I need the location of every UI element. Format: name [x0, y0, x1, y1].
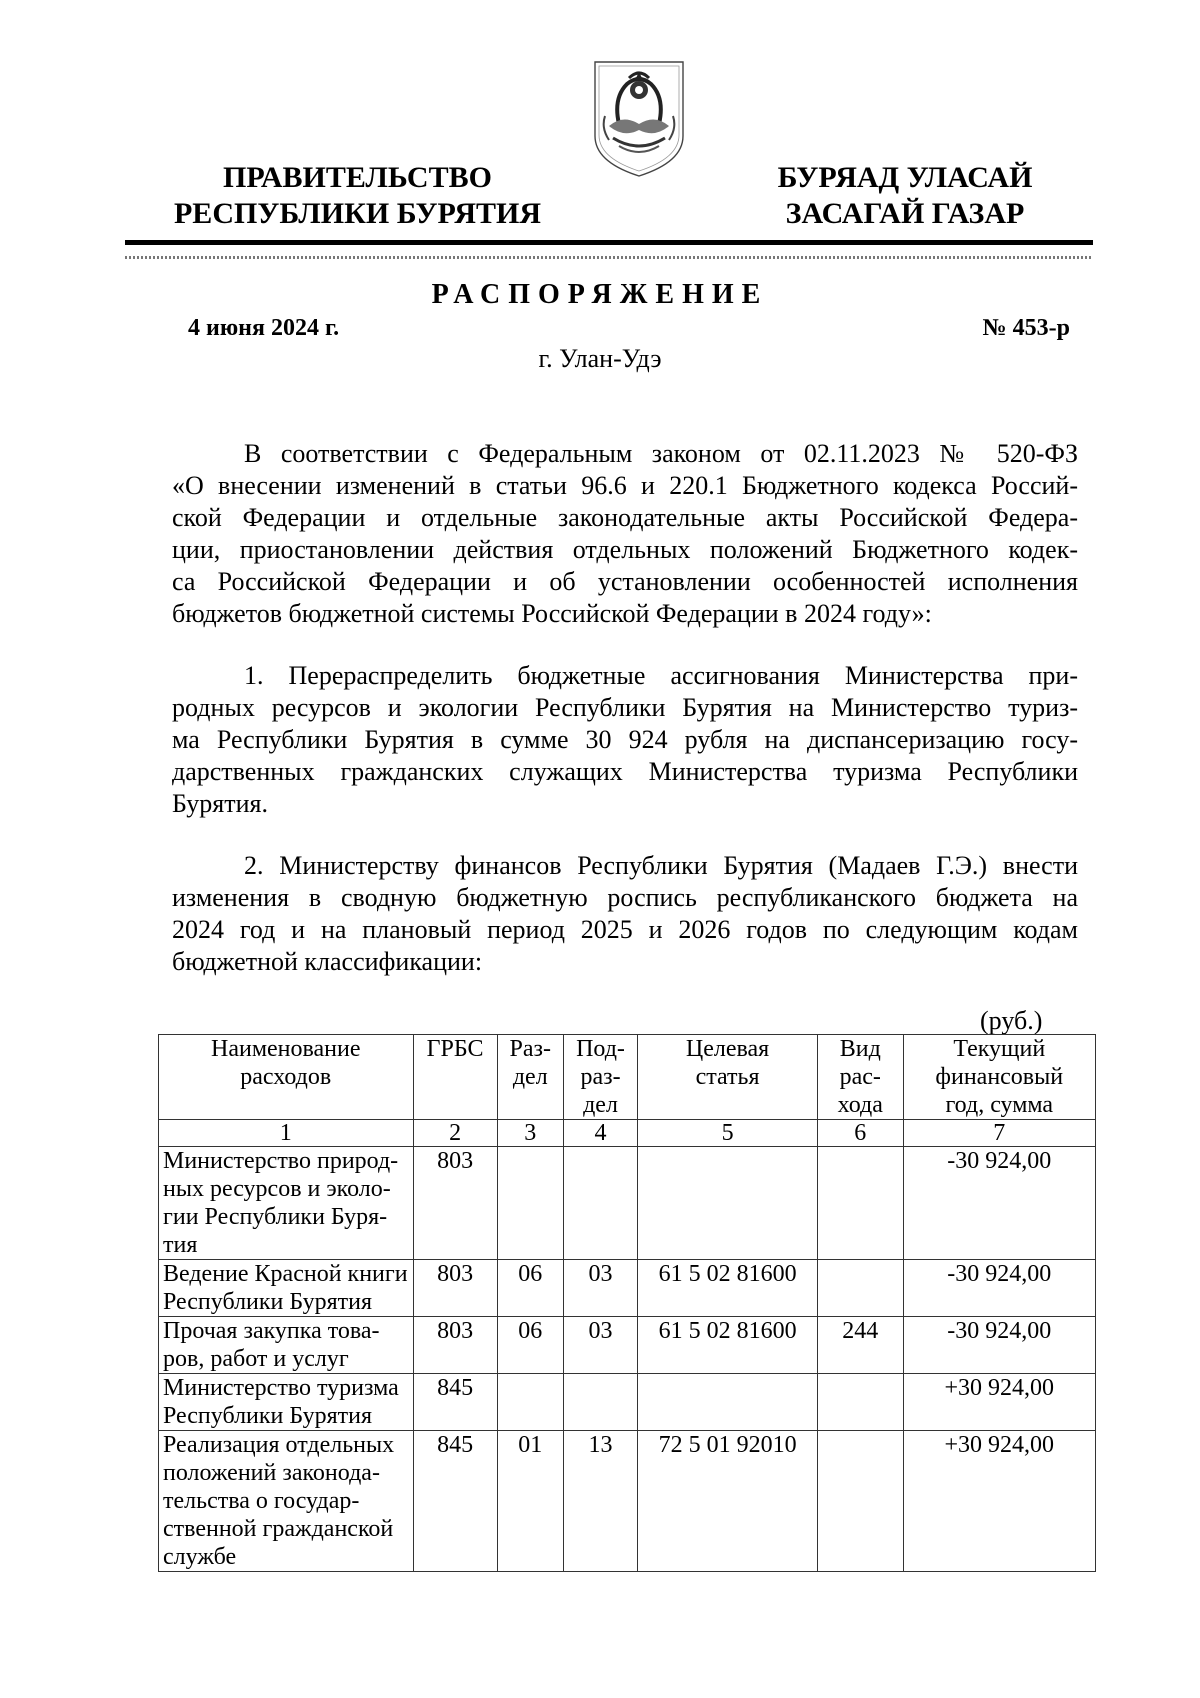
intro-paragraph: [172, 438, 1078, 630]
cell-text: ных ресурсов и эколо-: [163, 1176, 391, 1202]
government-name-bua: [755, 160, 1055, 232]
text-line: «О внесении изменений в статьи 96.6 и 220.1 Бюджетного кодекса Россий-: [172, 471, 1078, 500]
cell-text: Республики Бурятия: [163, 1403, 372, 1429]
text-line: родных ресурсов и экологии Республики Бурятия на Министерство туриз-: [172, 693, 1078, 722]
text-line: ции, приостановлении действия отдельных положений Бюджетного кодек-: [172, 535, 1078, 564]
header-grbs: [413, 1035, 497, 1120]
text-line: бюджетной классификации:: [172, 947, 483, 976]
cell-grbs: 803: [413, 1317, 497, 1374]
text-line: 1. Перераспределить бюджетные ассигнования Министерства при-: [244, 661, 1078, 690]
coat-of-arms-icon: [589, 54, 689, 180]
header-name: [159, 1035, 414, 1120]
header-text: раз-: [580, 1064, 621, 1090]
document-city: г. Улан-Удэ: [538, 344, 662, 373]
cell-text: Министерство туризма: [163, 1375, 399, 1401]
text-line: ской Федерации и отдельные законодательные акты Российской Федера-: [172, 503, 1078, 532]
header-text: Раз-: [509, 1036, 551, 1062]
cell-podrazdel: [563, 1147, 637, 1260]
column-number: 2: [413, 1120, 497, 1147]
header-sum: [903, 1035, 1095, 1120]
document-type: РАСПОРЯЖЕНИЕ: [431, 279, 769, 310]
cell-text: тельства о государ-: [163, 1488, 360, 1514]
header-text: Текущий: [953, 1036, 1046, 1062]
cell-text: Республики Бурятия: [163, 1289, 372, 1315]
header-text: хода: [837, 1092, 883, 1118]
cell-podrazdel: 03: [563, 1317, 637, 1374]
cell-name: [159, 1374, 414, 1431]
cell-target-article: 72 5 01 92010: [638, 1431, 818, 1572]
cell-expense-type: [818, 1374, 904, 1431]
cell-grbs: 845: [413, 1374, 497, 1431]
table-header-row: [159, 1035, 1096, 1120]
cell-expense-type: [818, 1147, 904, 1260]
text-line: В соответствии с Федеральным законом от 02.11.2023 № 520-ФЗ: [244, 439, 1078, 468]
government-name-ru: [170, 160, 545, 232]
cell-podrazdel: [563, 1374, 637, 1431]
cell-razdel: 01: [497, 1431, 563, 1572]
header-text: дел: [512, 1064, 548, 1090]
cell-target-article: 61 5 02 81600: [638, 1317, 818, 1374]
column-number: 3: [497, 1120, 563, 1147]
text-line: са Российской Федерации и об установлении особенностей исполнения: [172, 567, 1078, 596]
text-line: бюджетов бюджетной системы Российской Федерации в 2024 году»:: [172, 599, 932, 628]
header-text: расходов: [240, 1064, 332, 1090]
header-text: год, сумма: [945, 1092, 1054, 1118]
document-number: № 453-р: [982, 315, 1070, 341]
column-number: 5: [638, 1120, 818, 1147]
header-text: ГРБС: [426, 1036, 484, 1062]
header-text: статья: [695, 1064, 760, 1090]
text-line: дарственных гражданских служащих Министерства туризма Республики: [172, 757, 1078, 786]
table-row: [159, 1260, 1096, 1317]
budget-table: [158, 1034, 1096, 1572]
column-number: 6: [818, 1120, 904, 1147]
cell-name: [159, 1431, 414, 1572]
header-text: Вид: [839, 1036, 881, 1062]
table-row: [159, 1374, 1096, 1431]
cell-text: гии Республики Буря-: [163, 1204, 388, 1230]
header-text: рас-: [839, 1064, 881, 1090]
cell-grbs: 803: [413, 1147, 497, 1260]
cell-text: тия: [163, 1232, 198, 1258]
item-1-paragraph: [172, 660, 1078, 820]
cell-text: Реализация отдельных: [163, 1432, 395, 1458]
header-text: финансовый: [935, 1064, 1064, 1090]
text-line: 2. Министерству финансов Республики Бурятия (Мадаев Г.Э.) внести: [244, 851, 1078, 880]
header-text: дел: [583, 1092, 618, 1118]
header-razdel: [497, 1035, 563, 1120]
cell-text: службе: [163, 1544, 237, 1570]
cell-expense-type: 244: [818, 1317, 904, 1374]
header-divider-thick: [125, 240, 1093, 245]
text-line: 2024 год и на плановый период 2025 и 2026 годов по следующим кодам: [172, 915, 1078, 944]
cell-text: ров, работ и услуг: [163, 1346, 349, 1372]
cell-sum: -30 924,00: [903, 1317, 1095, 1374]
column-number: 4: [563, 1120, 637, 1147]
cell-podrazdel: 13: [563, 1431, 637, 1572]
column-number: 1: [159, 1120, 414, 1147]
cell-text: Министерство природ-: [163, 1148, 399, 1174]
table-row: [159, 1317, 1096, 1374]
document-date: 4 июня 2024 г.: [188, 315, 340, 341]
header-text: Под-: [576, 1036, 625, 1062]
cell-sum: +30 924,00: [903, 1374, 1095, 1431]
header-text: Целевая: [685, 1036, 770, 1062]
column-number: 7: [903, 1120, 1095, 1147]
cell-razdel: [497, 1147, 563, 1260]
item-2-paragraph: [172, 850, 1078, 978]
cell-sum: +30 924,00: [903, 1431, 1095, 1572]
table-row: [159, 1147, 1096, 1260]
header-target-article: [638, 1035, 818, 1120]
cell-sum: -30 924,00: [903, 1260, 1095, 1317]
cell-expense-type: [818, 1260, 904, 1317]
government-name-line-2: РЕСПУБЛИКИ БУРЯТИЯ: [173, 197, 542, 230]
cell-text: Ведение Красной книги: [163, 1261, 408, 1287]
cell-grbs: 845: [413, 1431, 497, 1572]
cell-grbs: 803: [413, 1260, 497, 1317]
cell-sum: -30 924,00: [903, 1147, 1095, 1260]
cell-name: [159, 1147, 414, 1260]
cell-target-article: [638, 1147, 818, 1260]
cell-razdel: 06: [497, 1260, 563, 1317]
table-row: [159, 1431, 1096, 1572]
cell-name: [159, 1260, 414, 1317]
cell-text: положений законода-: [163, 1460, 380, 1486]
text-line: изменения в сводную бюджетную роспись республиканского бюджета на: [172, 883, 1078, 912]
header-podrazdel: [563, 1035, 637, 1120]
cell-target-article: 61 5 02 81600: [638, 1260, 818, 1317]
cell-text: ственной гражданской: [163, 1516, 394, 1542]
cell-razdel: [497, 1374, 563, 1431]
text-line: ма Республики Бурятия в сумме 30 924 рубля на диспансеризацию госу-: [172, 725, 1078, 754]
cell-podrazdel: 03: [563, 1260, 637, 1317]
header-divider-thin: [125, 256, 1093, 259]
cell-razdel: 06: [497, 1317, 563, 1374]
header-text: Наименование: [210, 1036, 361, 1062]
government-name-bua-line-2: ЗАСАГАЙ ГАЗАР: [785, 197, 1025, 230]
cell-text: Прочая закупка това-: [163, 1318, 380, 1344]
cell-expense-type: [818, 1431, 904, 1572]
column-number-row: [159, 1120, 1096, 1147]
header-expense-type: [818, 1035, 904, 1120]
government-name-bua-line-1: БУРЯАД УЛАСАЙ: [777, 161, 1033, 194]
cell-name: [159, 1317, 414, 1374]
government-name-line-1: ПРАВИТЕЛЬСТВО: [223, 161, 492, 194]
text-line: Бурятия.: [172, 789, 268, 818]
cell-target-article: [638, 1374, 818, 1431]
table-units: (руб.): [980, 1006, 1043, 1035]
